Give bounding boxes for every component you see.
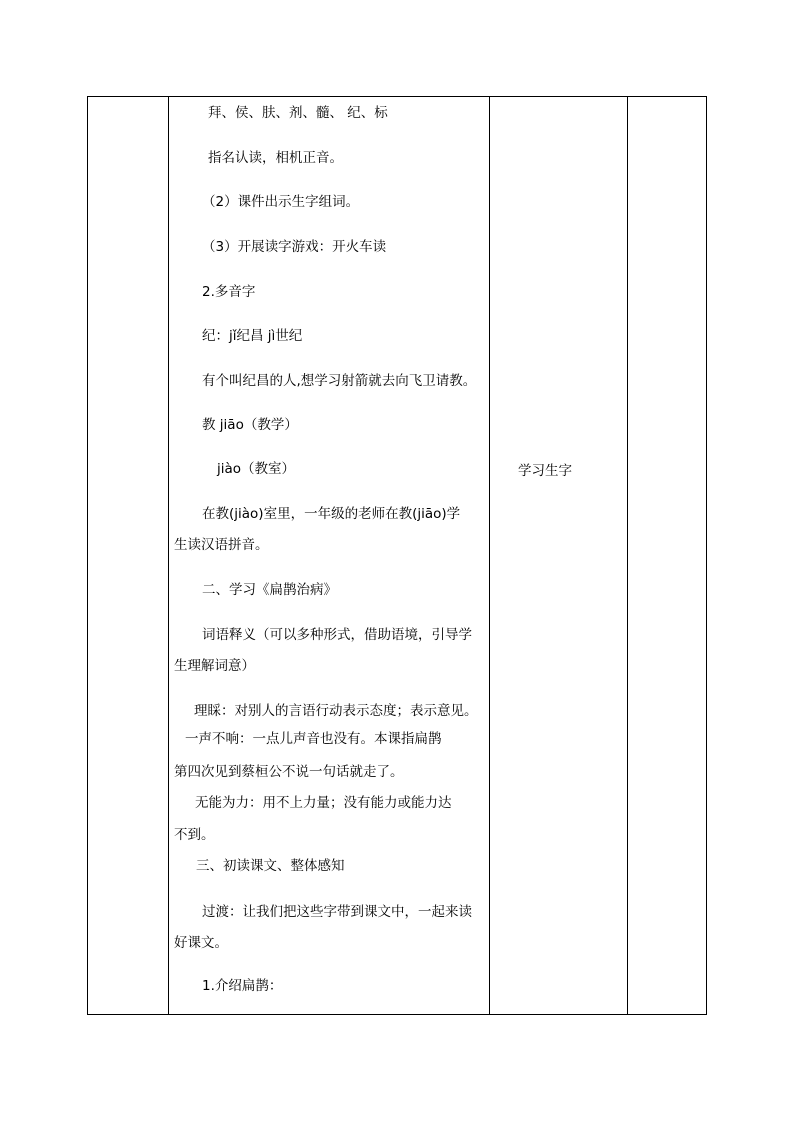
text-line: jiào（教室） <box>217 461 296 477</box>
text-line: 在教(jiào)室里，一年级的老师在教(jiāo)学 <box>202 506 461 522</box>
lesson-plan-table <box>87 96 707 1015</box>
text-line: 有个叫纪昌的人,想学习射箭就去向飞卫请教。 <box>202 373 477 389</box>
text-line: 生理解词意） <box>174 658 255 674</box>
text-line: 词语释义（可以多种形式，借助语境，引导学 <box>202 627 472 643</box>
text-line: 好课文。 <box>174 935 228 951</box>
column-divider <box>627 97 628 1014</box>
text-line: 1.介绍扁鹊： <box>202 978 283 994</box>
text-line: 理睬：对别人的言语行动表示态度；表示意见。 <box>194 703 478 719</box>
text-line: 生读汉语拼音。 <box>174 537 269 553</box>
text-line: 第四次见到蔡桓公不说一句话就走了。 <box>174 764 404 780</box>
text-line: 无能为力：用不上力量；没有能力或能力达 <box>195 795 452 811</box>
column-divider <box>168 97 169 1014</box>
text-line: 拜、侯、肤、剂、髓、 纪、标 <box>208 105 388 121</box>
column-divider <box>489 97 490 1014</box>
text-line: 纪：jǐ纪昌 jì世纪 <box>202 328 303 344</box>
section-heading: 二、学习《扁鹊治病》 <box>202 582 337 598</box>
text-line: 2.多音字 <box>202 284 256 300</box>
section-heading: 三、初读课文、整体感知 <box>196 858 345 874</box>
text-line: 不到。 <box>174 827 215 843</box>
text-line: 过渡：让我们把这些字带到课文中，一起来读 <box>202 904 472 920</box>
text-line: （3）开展读字游戏：开火车读 <box>202 239 387 255</box>
text-line: 指名认读，相机正音。 <box>208 150 343 166</box>
intent-cell-text: 学习生字 <box>518 463 572 479</box>
text-line: 一声不响：一点儿声音也没有。本课指扁鹊 <box>185 731 442 747</box>
text-line: （2）课件出示生字组词。 <box>202 194 360 210</box>
text-line: 教 jiāo（教学） <box>202 417 298 433</box>
